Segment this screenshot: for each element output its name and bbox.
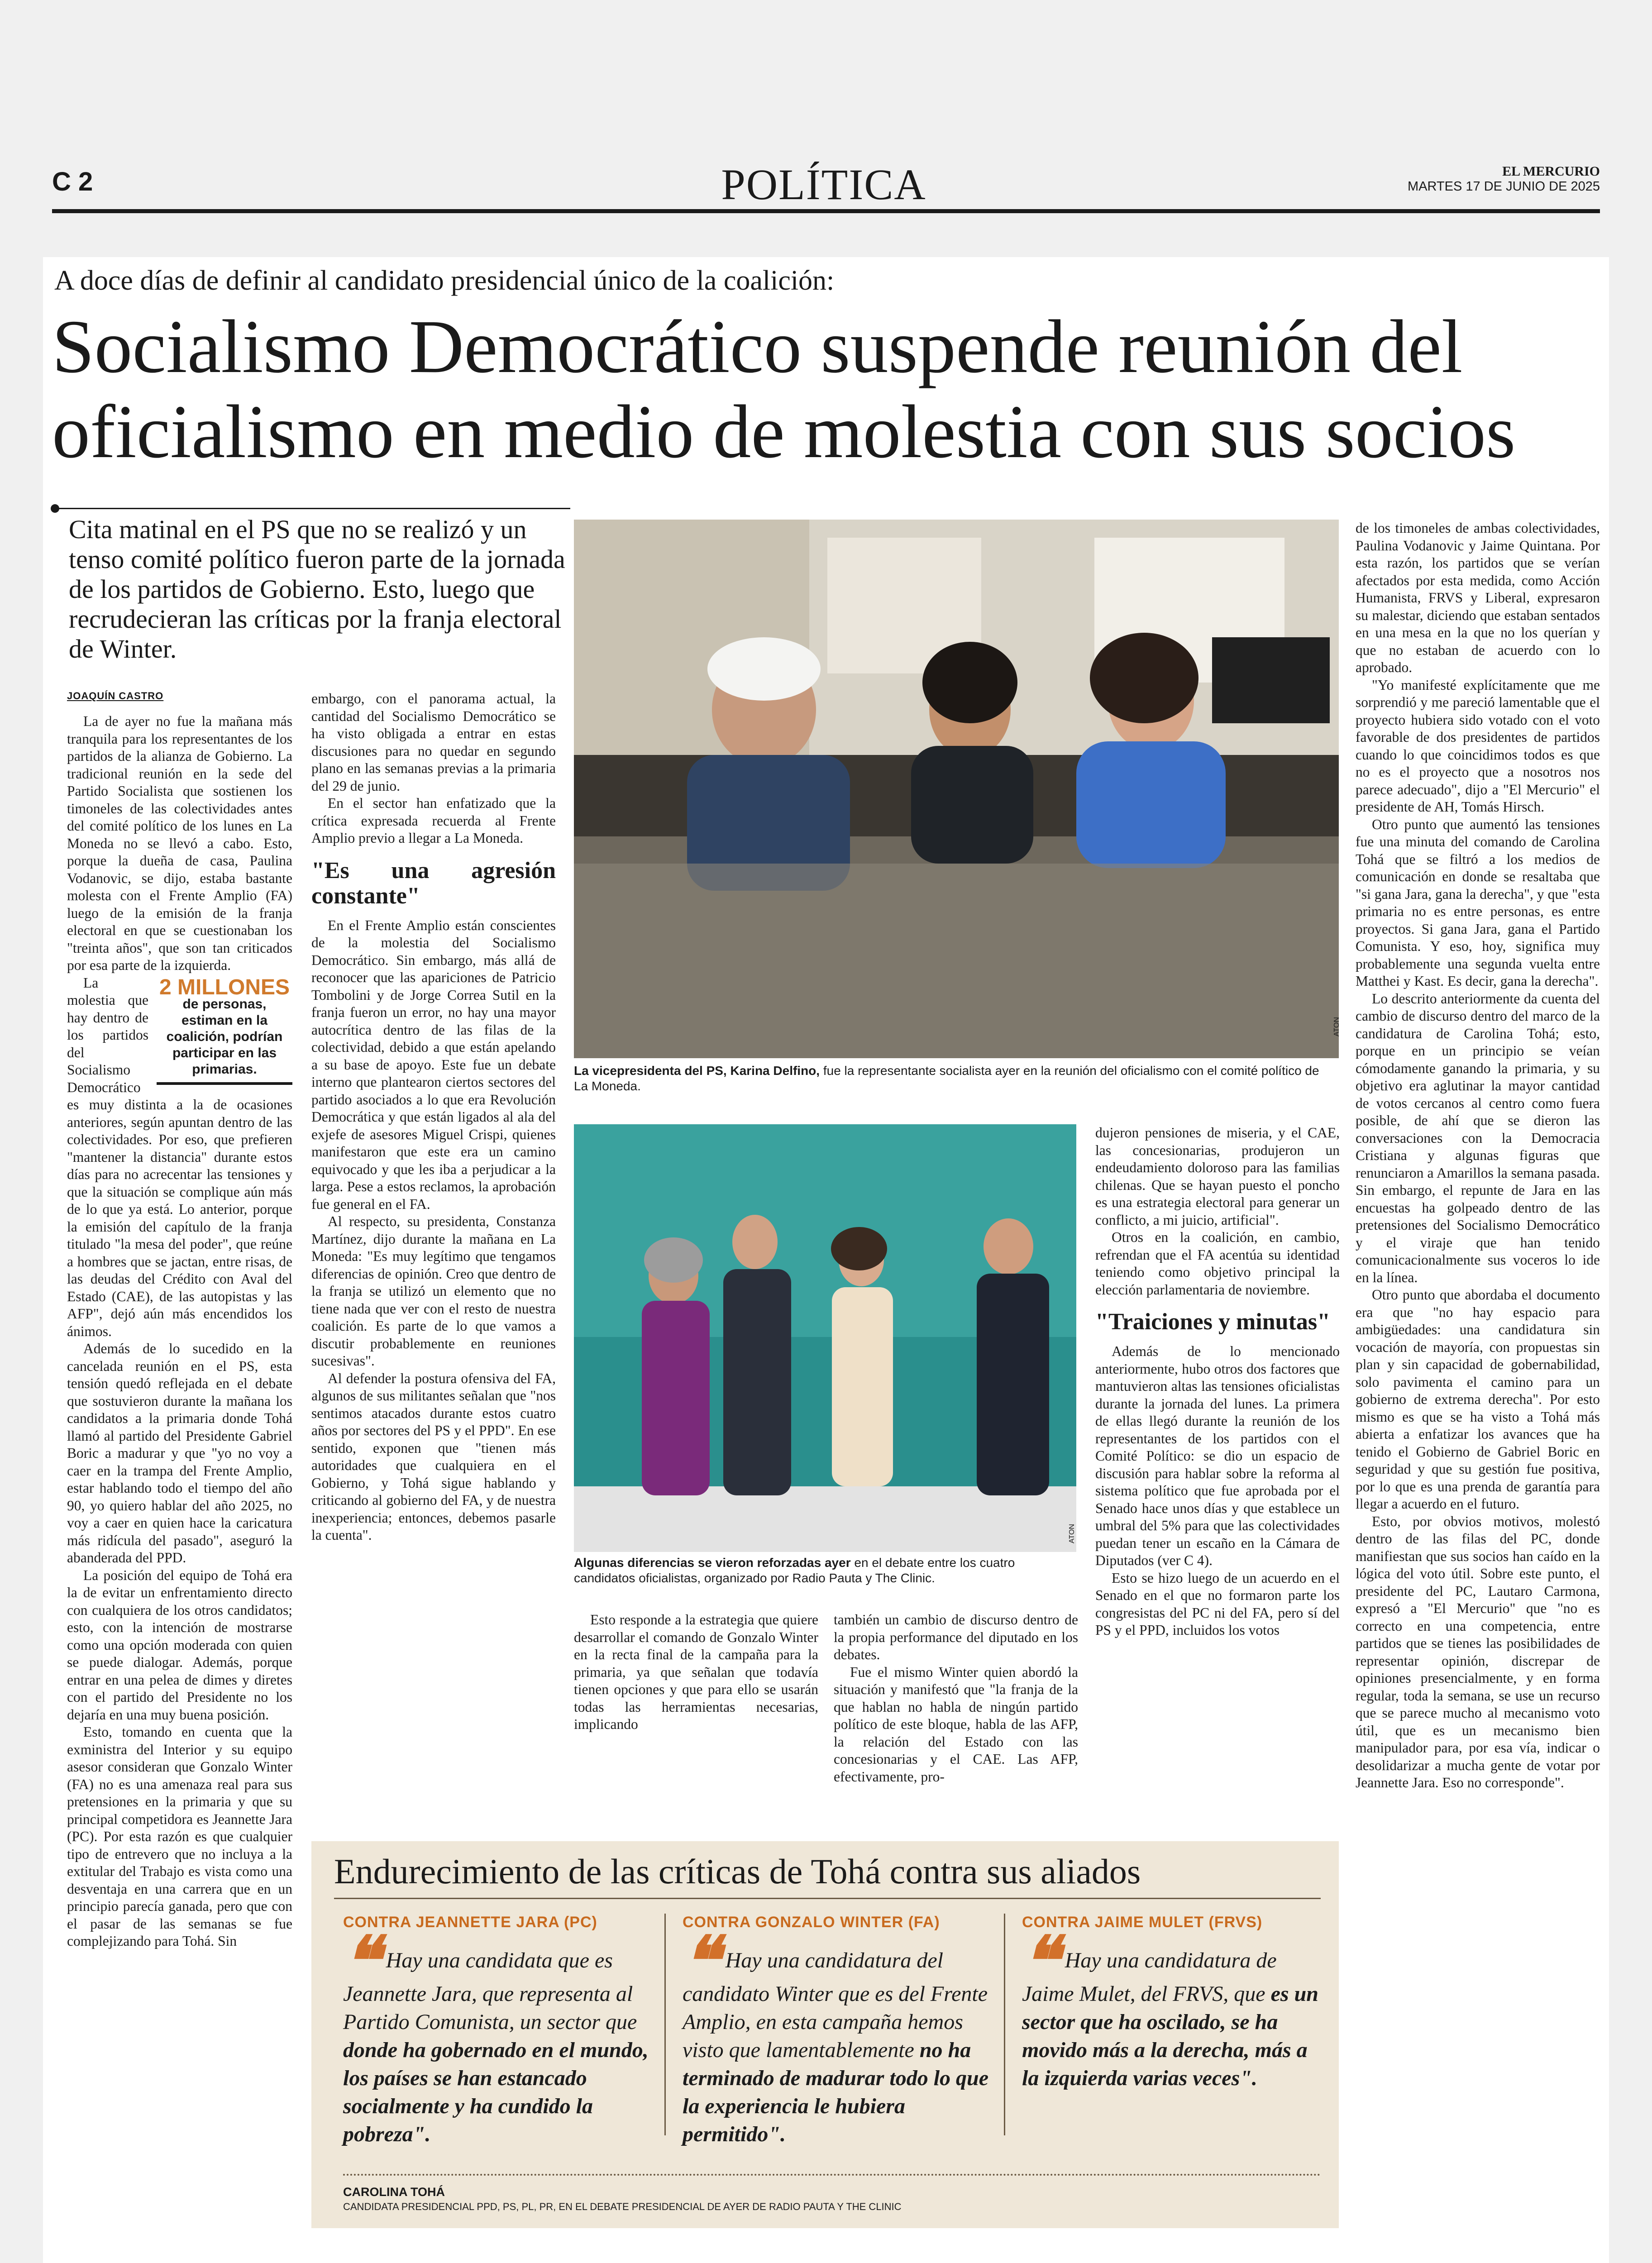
paragraph: Lo descrito anteriormente da cuenta del cambio de discurso dentro del marco de la candidatura de Carolina Tohá; esto, porque en un principio se veían cómodamente ganando la primaria, y su objetivo era aglutinar la mayor cantidad de votos cercanos al centro como fuera posible, de ahí que se dieron las conversaciones con la Democracia Cristiana y algunas figuras que renunciaron a Amarillos la semana pasada. Sin embargo, el repunte de Jara en las encuestas ha golpeado dentro de las pretensiones del Socialismo Democrático y el viraje que han tenido comunicacionalmente sus voceros lo ide en la línea. [1356,990,1600,1285]
paragraph: Al respecto, su presidenta, Constanza Martínez, dijo durante la mañana en La Moneda: "Es muy legítimo que tengamos diferencias de opinión. Creo que dentro de la franja se utilizó un elemento que no tiene nada que ver con el resto de nuestra coalición. Es parte de lo que vamos a discutir probablemente en reuniones sucesivas". [311,1213,556,1369]
page-number: C 2 [52,167,93,196]
paragraph: En el sector han enfatizado que la crítica expresada recuerda al Frente Amplio previo a llegar a La Moneda. [311,795,556,846]
paragraph: dujeron pensiones de miseria, y el CAE, las concesionarias, produjeron un endeudamiento doloroso para las familias chilenas. Que se hayan puesto el poncho es una estrategia electoral para generar un conflicto, a mi juicio, artificial". [1095,1125,1340,1228]
subhead: "Traiciones y minutas" [1095,1309,1331,1335]
newspaper-name: EL MERCURIO [1502,164,1600,179]
lead-rule [54,508,570,509]
debate-photo-illustration [574,1124,1076,1552]
article-column [67,690,292,2252]
paragraph: también un cambio de discurso dentro de la propia performance del diputado en los debates. [834,1612,1078,1662]
caption-bold: Algunas diferencias se vieron reforzadas ayer [574,1556,851,1570]
photo-caption [574,1555,1074,1586]
quote-mark-icon: ❝ [1022,1924,1059,2000]
quote-divider [664,1914,666,2135]
paragraph: de los timoneles de ambas colectividades, Paulina Vodanovic y Jaime Quintana. Por esta razón, los partidos que se verían afectados por esta medida, como Acción Humanista, FRVS y Liberal, expresaron su malestar, diciendo que estaban sentados en una mesa en la que no los querían y que no estaban de acuerdo con lo aprobado. [1356,520,1600,675]
photo-credit: ATON [1068,1524,1076,1543]
quote-emphasis: donde ha gobernado en el mundo, los países se han estancado socialmente y ha cundido la pobreza". [343,2038,649,2146]
quote-source-name: CAROLINA TOHÁ [343,2185,445,2199]
paragraph: Fue el mismo Winter quien abordó la situación y manifestó que "la franja de la que hablan no habla de ningún partido político de este bloque, habla de las AFP, la relación del Estado con las concesionarias y el CAE. Las AFP, efectivamente, pro- [834,1664,1078,1785]
subhead: "Es una agresión constante" [311,857,556,909]
paragraph: Esto, tomando en cuenta que la exministra del Interior y su equipo asesor consideran que Gonzalo Winter (FA) no es una amenaza real para sus pretensiones en la primaria y que su principal competidora es Jeannette Jara (PC). Por esta razón es que cualquier tipo de entrevero que no incluya a la extitular del Trabajo es vista como una desventaja en una carrera que en un principio parecía ganada, pero que con el pasar de las semanas se fue complejizando para Tohá. Sin [67,1724,292,1949]
headline-line: Socialismo Democrático suspende reunión del [52,305,1463,389]
quote-text: Hay una candidatura de Jaime Mulet, del FRVS, que [1022,1948,1277,2006]
article-column [574,1611,818,1824]
pull-quote-rule [157,1082,292,1085]
article-column [1356,520,1600,2239]
photo-karina-delfino [574,520,1339,1058]
paragraph: Además de lo mencionado anteriormente, hubo otros dos factores que mantuvieron altas las tensiones oficialistas durante la jornada del lunes. La primera de ellas llegó durante la reunión de los representantes de los partidos con el Comité Político: se dio un espacio de discusión para hablar sobre la reforma al sistema político que fue aprobada por el Senado hace unos días y que establece un umbral del 5% para que las colectividades puedan tener un escaño en la Cámara de Diputados (ver C 4). [1095,1343,1340,1568]
quote-column [683,1914,990,2148]
quote-text: Hay una candidata que es Jeannette Jara, que representa al Partido Comunista, un sector que [343,1948,637,2034]
paragraph: Otro punto que aumentó las tensiones fue una minuta del comando de Carolina Tohá que se filtró a los medios de comunicación en donde se resaltaba que "si gana Jara, gana la derecha", y que "esta primaria no es entre personas, es entre proyectos. Si gana Jara, gana el Partido Comunista. Y eso, hoy, significa muy probablemente una segunda vuelta entre Matthei y Kast. Es decir, gana la derecha". [1356,816,1600,989]
caption-text: fue la representante socialista ayer en la reunión del oficialismo con el comité político de La Moneda. [574,1064,1319,1093]
section-title: POLÍTICA [721,160,926,209]
quote-column [343,1914,651,2148]
article-column [834,1611,1078,1824]
meeting-photo-illustration [574,520,1339,1058]
quote-emphasis: es un sector que ha oscilado, se ha movido más a la derecha, más a la izquierda varias veces". [1022,1982,1318,2090]
photo-debate-candidates [574,1124,1076,1552]
caption-bold: La vicepresidenta del PS, Karina Delfino, [574,1064,820,1078]
pull-quote-number: 2 MILLONES [159,975,290,999]
header-rule [52,209,1600,213]
quote-heading: CONTRA JEANNETTE JARA (PC) [343,1914,597,1931]
headline-line: oficialismo en medio de molestia con sus socios [52,390,1516,474]
quote-mark-icon: ❝ [343,1924,380,2000]
paragraph: Esto responde a la estrategia que quiere desarrollar el comando de Gonzalo Winter en la recta final de la campaña para la primaria, ya que señalan que todavía tienen opciones y que para ello se usarán todas las herramientas necesarias, implicando [574,1612,818,1732]
paragraph: Otro punto que abordaba el documento era que "no hay espacio para ambigüedades: una candidatura sin vocación de mayoría, con propuestas sin plan y sin capacidad de gobernabilidad, solo pavimenta el camino para un gobierno de extrema derecha". Por esto mismo es que se ha visto a Tohá más abierta a enfatizar los avances que ha tenido el Gobierno de Gabriel Boric en seguridad y que su gestión fue positiva, por lo que es una prenda de garantía para llegar a acuerdo en el futuro. [1356,1287,1600,1512]
quotes-box-title: Endurecimiento de las críticas de Tohá contra sus aliados [334,1852,1141,1891]
pull-quote-text: de personas, estiman en la coalición, podrían participar en las primarias. [166,997,283,1077]
quote-emphasis: no ha terminado de madurar todo lo que la experiencia le hubiera permitido". [683,2038,989,2146]
quotes-box-title-rule [334,1898,1321,1899]
paragraph: Otros en la coalición, en cambio, refrendan que el FA acentúa su identidad teniendo como objetivo principal la elección parlamentaria de noviembre. [1095,1229,1340,1298]
quote-mark-icon: ❝ [683,1924,719,2000]
paragraph: embargo, con el panorama actual, la cantidad del Socialismo Democrático se ha visto obligada a entrar en estas discusiones para no quedar en segundo plano en las semanas previas a la primaria del 29 de junio. [311,691,556,794]
caption-text: en el debate entre los cuatro candidatos oficialistas, organizado por Radio Pauta y The Clinic. [574,1556,1015,1585]
paragraph: "Yo manifesté explícitamente que me sorprendió y me pareció lamentable que el proyecto hubiera sido votado con el voto favorable de dos presidentes de partidos cuando lo que coincidimos todos es que no es el proyecto que a nosotros nos parece adecuado", dijo a "El Mercurio" el presidente de AH, Tomás Hirsch. [1356,677,1600,815]
paragraph: Al defender la postura ofensiva del FA, algunos de sus militantes señalan que "nos sentimos atacados durante estos cuatro años por sectores del PS y el PPD". En ese sentido, exponen que "tienen más autoridades que cualquiera en el Gobierno, y Tohá sigue hablando y criticando al gobierno del FA, y de nuestra inexperiencia; entonces, debemos pasarle la cuenta". [311,1370,556,1543]
quote-heading: CONTRA GONZALO WINTER (FA) [683,1914,940,1931]
quote-text: Hay una candidatura del candidato Winter que es del Frente Amplio, en esta campaña hemos visto que lamentablemente [683,1948,988,2062]
byline: JOAQUÍN CASTRO [67,690,164,702]
quote-heading: CONTRA JAIME MULET (FRVS) [1022,1914,1263,1931]
quote-column [1022,1914,1321,2092]
quote-divider [1004,1914,1005,2135]
article-headline [52,304,1609,474]
paragraph: La de ayer no fue la mañana más tranquila para los representantes de los partidos de la alianza de Gobierno. La tradicional reunión en la sede del Partido Socialista que sostienen los timoneles de las colectividades antes del comité político de los lunes en La Moneda no se llevó a cabo. Esto, porque la dueña de casa, Paulina Vodanovic, se dijo, estaba bastante molesta con el Frente Amplio (FA) luego de la emisión de la franja electoral en que se cuestionaban los "treinta años", que son tan criticados por esa parte de la izquierda. [67,713,292,973]
paragraph: La posición del equipo de Tohá era la de evitar un enfrentamiento directo con cualquiera de los otros candidatos; esto, con la intención de mostrarse como una opción moderada con quien se puede dialogar. Además, porque entrar en una pelea de dimes y diretes con el partido del Presidente no los dejaría en una muy buena posición. [67,1567,292,1723]
paragraph: En el Frente Amplio están conscientes de la molestia del Socialismo Democrático. Sin embargo, más allá de reconocer que las apariciones de Patricio Tombolini y de Jorge Correa Sutil en la franja fueron un error, no hay una mayor autocrítica dentro de las filas de la colectividad, debido a que están apelando a su base de apoyo. Este fue un debate interno que plantearon ciertos sectores del partido asociados a lo que era Revolución Democrática y que están ligados al ala del exjefe de asesores Miguel Crispi, quienes manifestaron que este era un camino equivocado y que les iba a perjudicar a la larga. Pese a estos reclamos, la aprobación fue general en el FA. [311,917,556,1212]
issue-date: MARTES 17 DE JUNIO DE 2025 [1408,179,1600,194]
article-column [1095,1124,1340,1824]
pull-quote [157,975,292,1085]
paragraph: La molestia que hay dentro de los partidos del Socialismo Democrático es muy distinta a la de ocasiones anteriores, según apuntan dentro de las colectividades. Por eso, que prefieren "mantener la distancia" durante estos días para no acrecentar las tensiones y que la situación se complique aún más de lo que ya está. Lo anterior, porque la emisión del capítulo de la franja titulado "la mesa del poder", que reúne a hombres que se jactan, entre risas, de las deudas del Crédito con Aval del Estado (CAE), de las autopistas y las AFP", dejó aún más encendidos los ánimos. [67,974,292,1339]
lead-dot [51,504,59,513]
photo-credit: ATON [1333,1017,1341,1036]
paragraph: Esto, por obvios motivos, molestó dentro de las filas del PC, donde manifiestan que sus socios han caído en la lógica del voto útil. Sobre este punto, el presidente del PC, Lautaro Carmona, expresó a "El Mercurio" que "no es correcto en una competencia, entre partidos que se tienes las posibilidades de representar opinión, discrepar de opiniones presencialmente, y en forma regular, toda la semana, se use un recurso que se parece mucho al mecanismo voto útil, que es un mecanismo bien manipulador para, por esa vía, indicar o desolidarizar a mucha gente de votar por Jeannette Jara. Eso no corresponde". [1356,1513,1600,1790]
photo-caption [574,1063,1334,1094]
paragraph: Además de lo sucedido en la cancelada reunión en el PS, esta tensión quedó reflejada en el debate que sostuvieron durante la mañana los candidatos a la primaria donde Tohá llamó al partido del Presidente Gabriel Boric a madurar y que "yo no voy a caer en la trampa del Frente Amplio, estar hablando todo el tiempo del año 90, yo quiero hablar del año 2025, no voy a caer en quien hace la caricatura más ridícula del pasado", aseguró la abanderada del PPD. [67,1341,292,1566]
quote-source-detail: CANDIDATA PRESIDENCIAL PPD, PS, PL, PR, EN EL DEBATE PRESIDENCIAL DE AYER DE RADIO PAUTA Y THE CLINIC [343,2201,902,2212]
quotes-box-dotted-rule [343,2174,1321,2176]
article-lead: Cita matinal en el PS que no se realizó y un tenso comité político fueron parte de la jornada de los partidos de Gobierno. Esto, luego que recrudecieran las críticas por la franja electoral de Winter. [69,515,565,664]
quotes-box [311,1841,1339,2228]
article-kicker: A doce días de definir al candidato presidencial único de la coalición: [54,265,835,296]
paragraph: Esto se hizo luego de un acuerdo en el Senado en el que no formaron parte los congresistas del PC ni del FA, pero sí del PS y el PPD, incluidos los votos [1095,1570,1340,1638]
article-column [311,690,556,1799]
